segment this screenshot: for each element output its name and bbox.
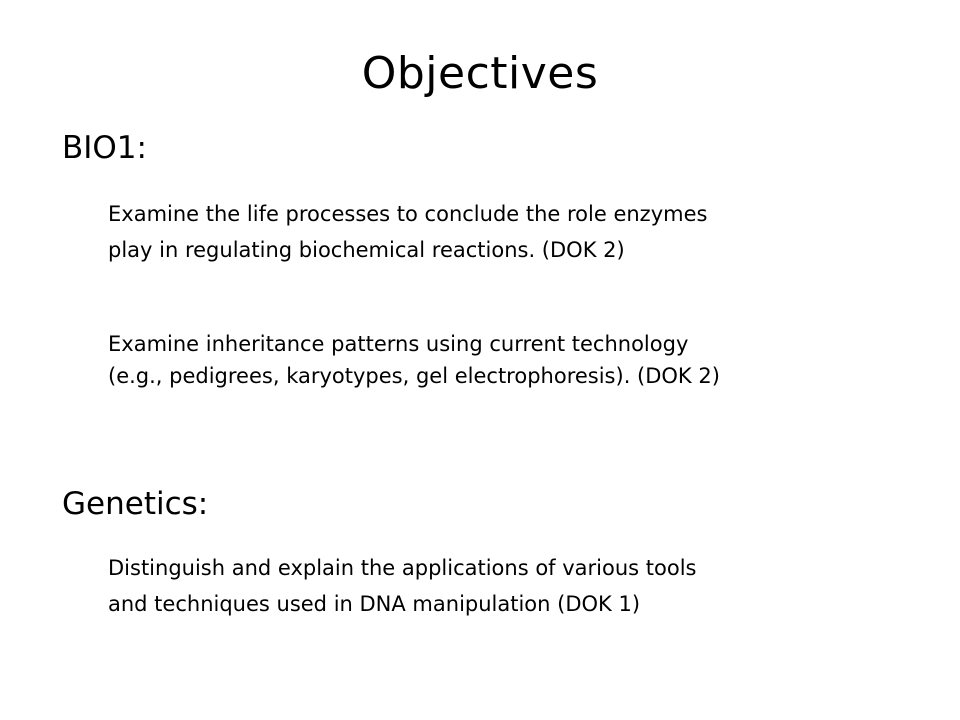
objective-enzymes <box>108 196 928 268</box>
objective-line: Examine inheritance patterns using current technology <box>108 332 689 356</box>
objective-dna-manipulation <box>108 550 928 622</box>
objective-line: (e.g., pedigrees, karyotypes, gel electrophoresis). (DOK 2) <box>108 364 720 388</box>
objective-line: and techniques used in DNA manipulation (DOK 1) <box>108 592 641 616</box>
slide-title: Objectives <box>361 48 599 99</box>
section-heading-genetics: Genetics: <box>62 486 209 522</box>
objective-line: play in regulating biochemical reactions. (DOK 2) <box>108 238 625 262</box>
section-heading-bio1: BIO1: <box>62 130 147 166</box>
objective-line: Distinguish and explain the applications of various tools <box>108 556 697 580</box>
objective-inheritance <box>108 328 928 392</box>
objective-line: Examine the life processes to conclude the role enzymes <box>108 202 708 226</box>
